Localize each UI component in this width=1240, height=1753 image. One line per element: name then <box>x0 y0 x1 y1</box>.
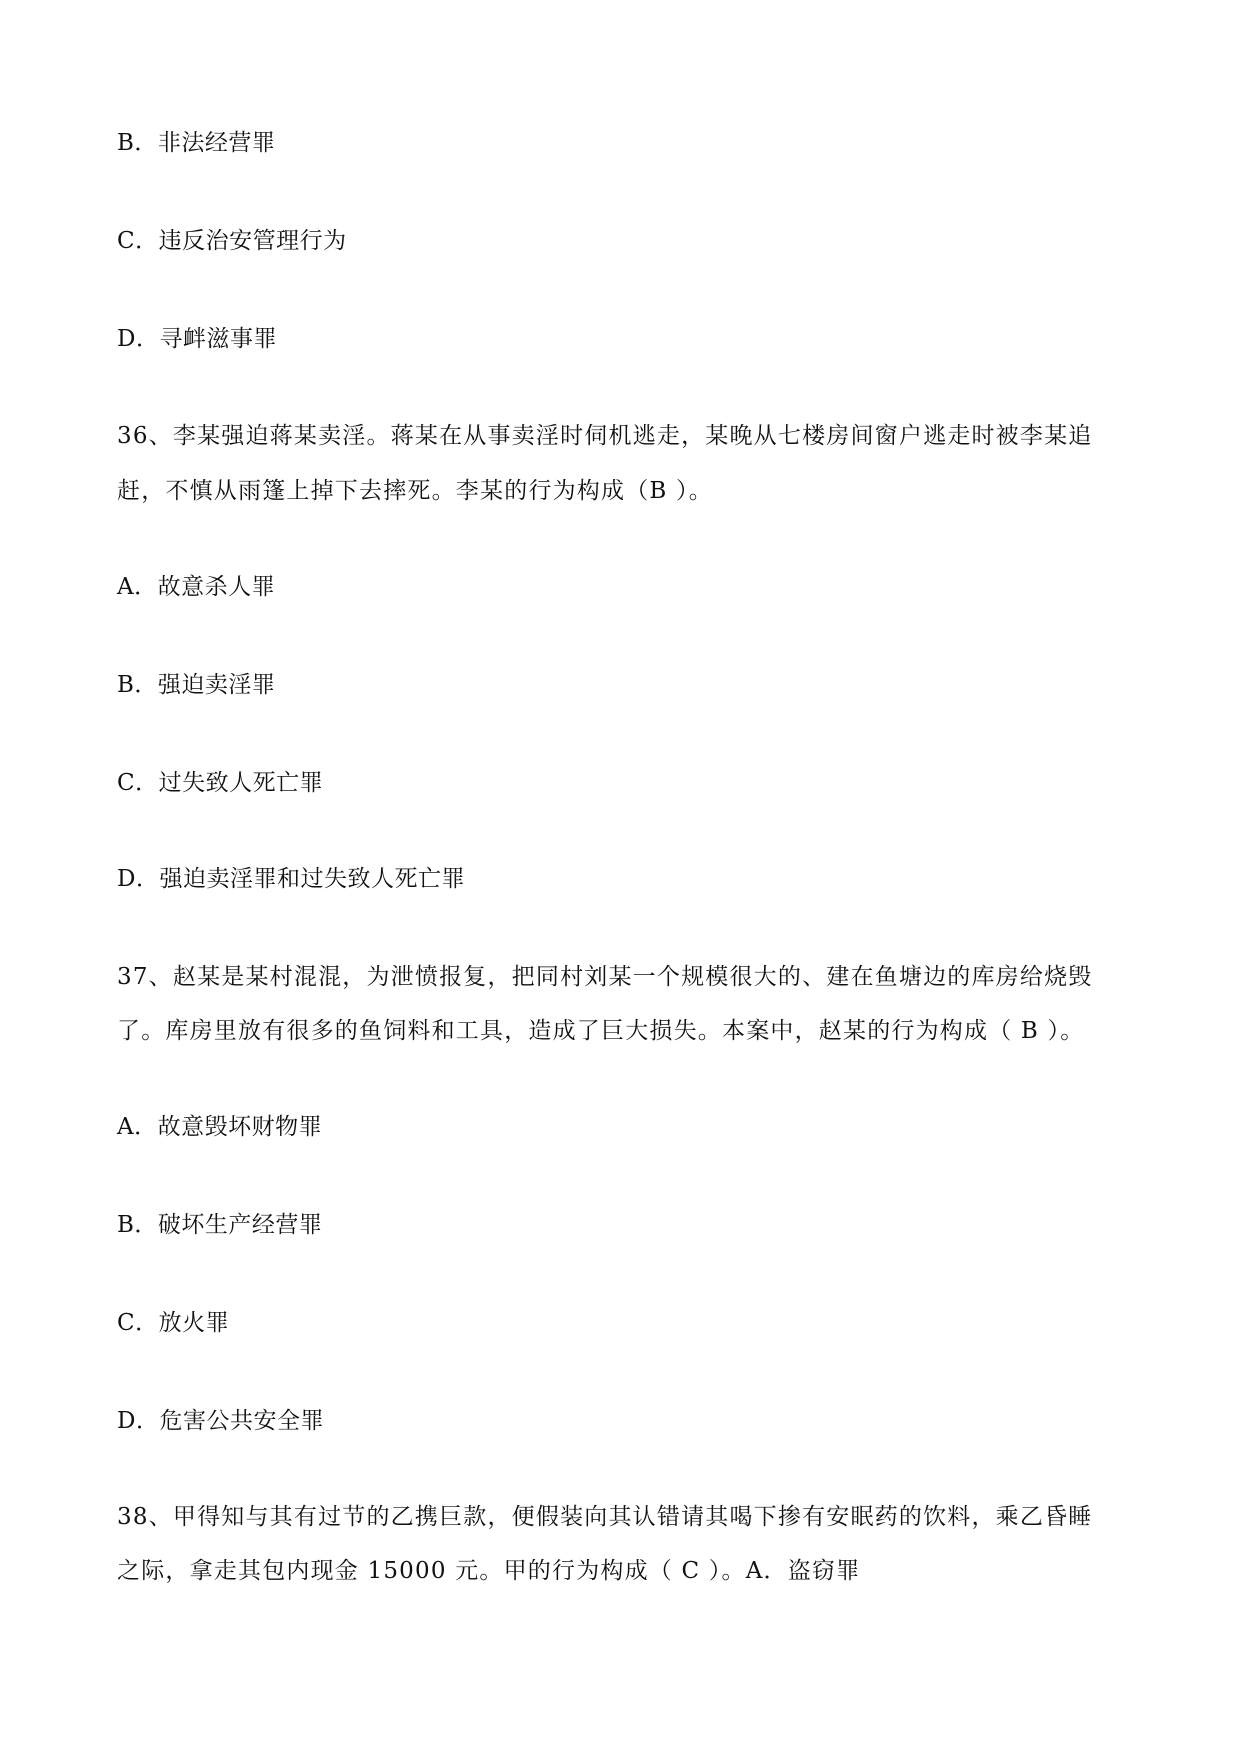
option-35-b: B．非法经营罪 <box>117 130 276 156</box>
option-37-b: B．破坏生产经营罪 <box>117 1212 323 1238</box>
option-36-d: D．强迫卖淫罪和过失致人死亡罪 <box>117 866 465 892</box>
option-37-c: C．放火罪 <box>117 1310 230 1336</box>
option-35-c: C．违反治安管理行为 <box>117 228 347 254</box>
question-37-line-2: 了。库房里放有很多的鱼饲料和工具，造成了巨大损失。本案中，赵某的行为构成（ B ）。 <box>117 1018 1085 1044</box>
option-37-d: D．危害公共安全罪 <box>117 1408 324 1434</box>
question-36-line-1: 36、李某强迫蒋某卖淫。蒋某在从事卖淫时伺机逃走，某晚从七楼房间窗户逃走时被李某追 <box>117 423 1093 449</box>
question-38-line-1: 38、甲得知与其有过节的乙携巨款，便假装向其认错请其喝下掺有安眠药的饮料，乘乙昏睡 <box>117 1504 1093 1530</box>
option-36-c: C．过失致人死亡罪 <box>117 770 324 796</box>
question-36-line-2: 赶，不慎从雨篷上掉下去摔死。李某的行为构成（B ）。 <box>117 478 713 504</box>
option-37-a: A．故意毁坏财物罪 <box>117 1114 323 1140</box>
option-36-b: B．强迫卖淫罪 <box>117 672 276 698</box>
question-37-line-1: 37、赵某是某村混混，为泄愤报复，把同村刘某一个规模很大的、建在鱼塘边的库房给烧毁 <box>117 964 1093 990</box>
question-38-line-2: 之际，拿走其包内现金 15000 元。甲的行为构成（ C ）。A．盗窃罪 <box>117 1558 861 1584</box>
option-36-a: A．故意杀人罪 <box>117 574 276 600</box>
option-35-d: D．寻衅滋事罪 <box>117 326 277 352</box>
